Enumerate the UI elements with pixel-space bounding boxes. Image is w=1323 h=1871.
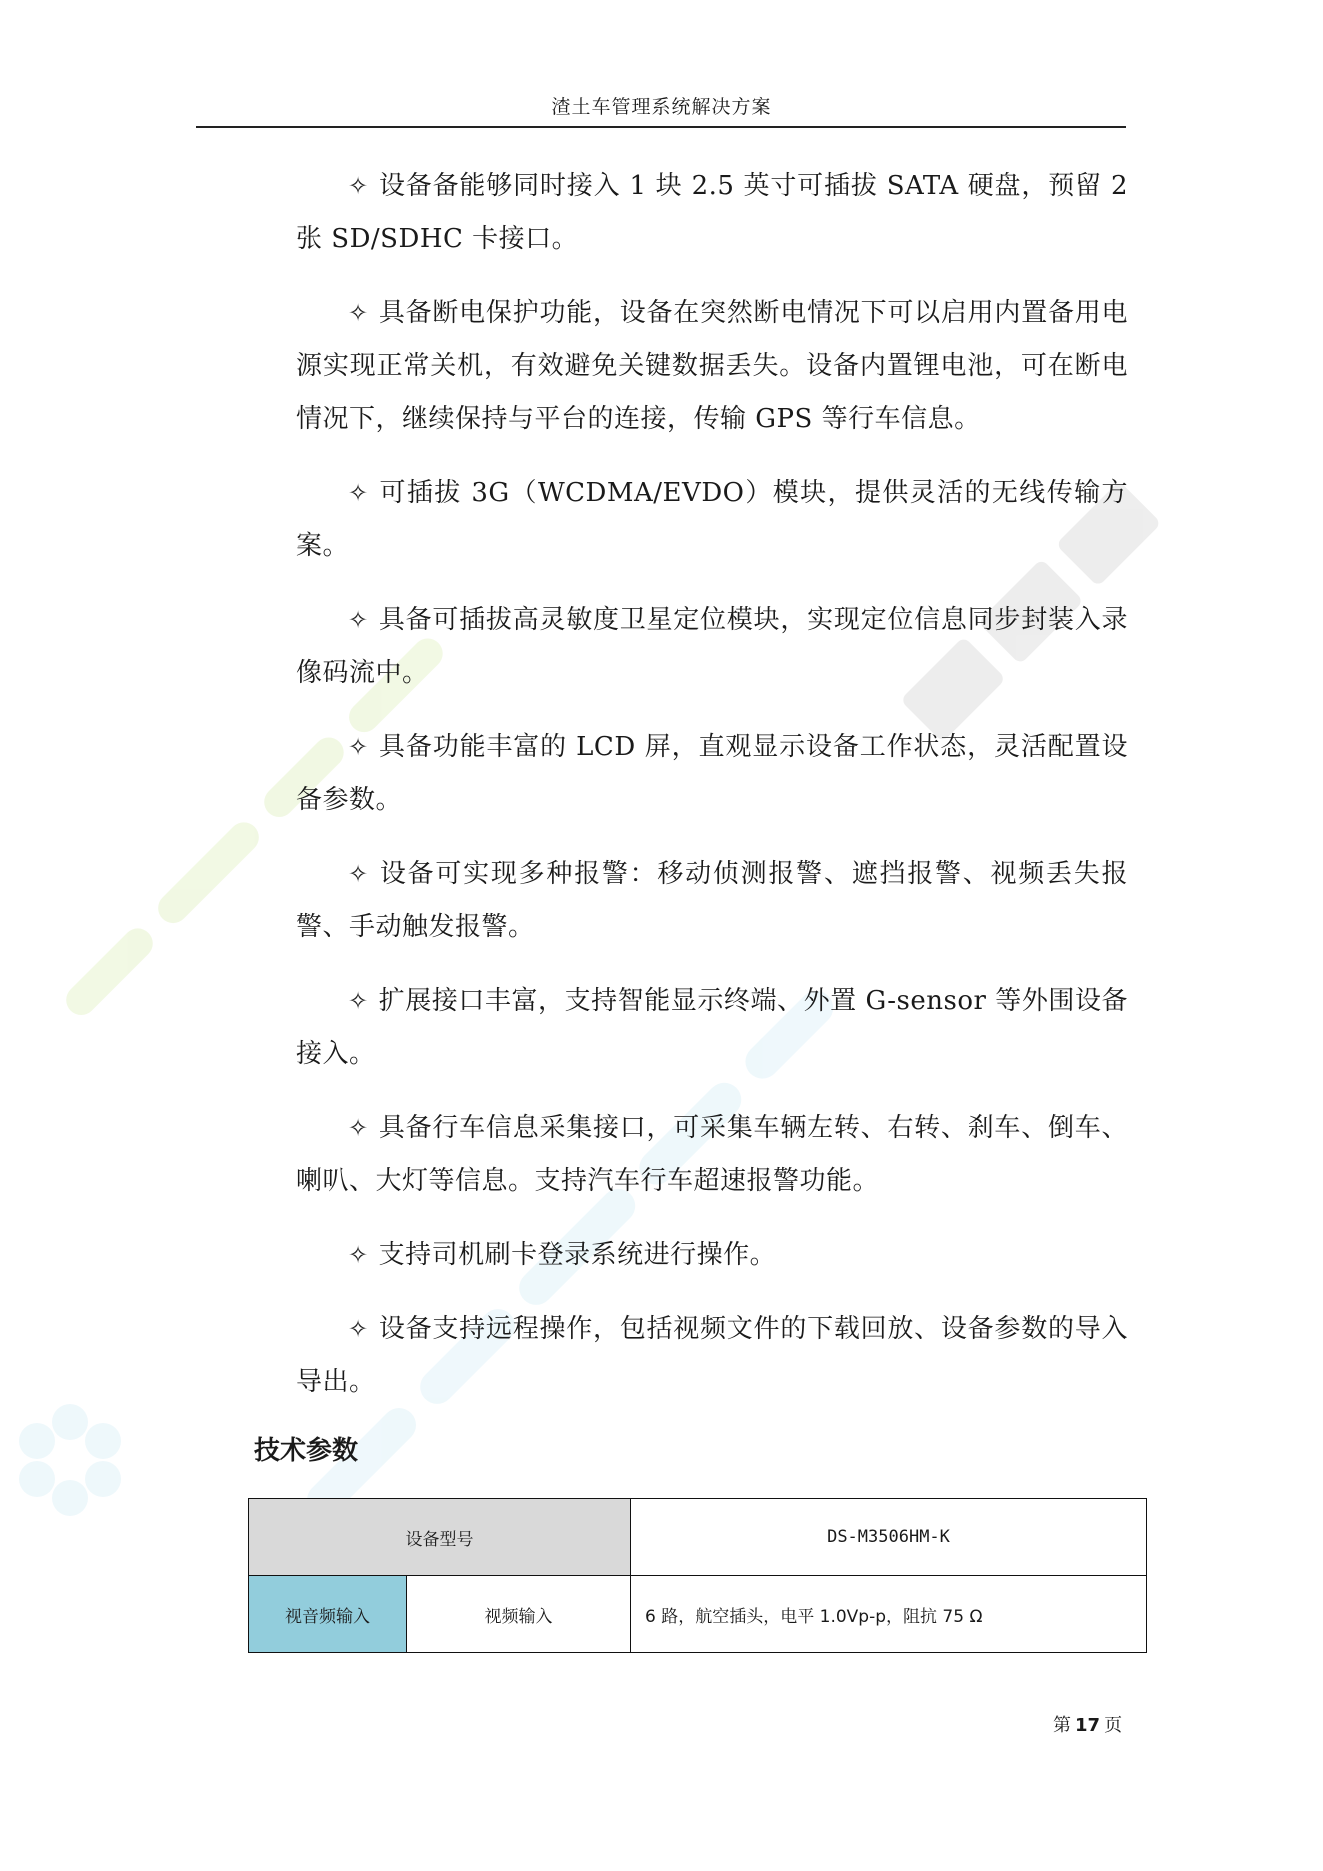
header-divider bbox=[196, 126, 1126, 128]
feature-item: ✧ 具备断电保护功能，设备在突然断电情况下可以启用内置备用电源实现正常关机，有效避免关键数据丢失。设备内置锂电池，可在断电情况下，继续保持与平台的连接，传输 GPS 等行车信息。 bbox=[296, 298, 1128, 434]
table-row bbox=[249, 1576, 1147, 1653]
feature-item: ✧ 扩展接口丰富，支持智能显示终端、外置 G-sensor 等外围设备接入。 bbox=[296, 986, 1128, 1069]
feature-item: ✧ 具备功能丰富的 LCD 屏，直观显示设备工作状态，灵活配置设备参数。 bbox=[296, 732, 1128, 815]
diamond-bullet-icon: ✧ bbox=[348, 299, 369, 327]
model-label-cell: 设备型号 bbox=[249, 1499, 631, 1576]
feature-item: ✧ 具备可插拔高灵敏度卫星定位模块，实现定位信息同步封装入录像码流中。 bbox=[296, 605, 1128, 688]
diamond-bullet-icon: ✧ bbox=[348, 1241, 369, 1269]
diamond-bullet-icon: ✧ bbox=[348, 1315, 369, 1343]
diamond-bullet-icon: ✧ bbox=[348, 606, 369, 634]
diamond-bullet-icon: ✧ bbox=[348, 479, 369, 507]
feature-item: ✧ 设备支持远程操作，包括视频文件的下载回放、设备参数的导入导出。 bbox=[296, 1314, 1128, 1397]
diamond-bullet-icon: ✧ bbox=[348, 1114, 369, 1142]
feature-item: ✧ 具备行车信息采集接口，可采集车辆左转、右转、刹车、倒车、喇叭、大灯等信息。支持汽车行车超速报警功能。 bbox=[296, 1113, 1128, 1196]
feature-item: ✧ 可插拔 3G（WCDMA/EVDO）模块，提供灵活的无线传输方案。 bbox=[296, 478, 1128, 561]
diamond-bullet-icon: ✧ bbox=[348, 987, 369, 1015]
feature-item: ✧ 设备可实现多种报警：移动侦测报警、遮挡报警、视频丢失报警、手动触发报警。 bbox=[296, 859, 1128, 942]
header-title: 渣土车管理系统解决方案 bbox=[551, 96, 772, 118]
feature-item: ✧ 支持司机刷卡登录系统进行操作。 bbox=[348, 1240, 777, 1270]
page-number: 第 17 页 bbox=[1053, 1715, 1123, 1736]
diamond-bullet-icon: ✧ bbox=[348, 860, 369, 888]
diamond-bullet-icon: ✧ bbox=[348, 172, 369, 200]
value-cell: 6 路，航空插头，电平 1.0Vp-p，阻抗 75 Ω bbox=[631, 1576, 1147, 1653]
model-value-cell: DS-M3506HM-K bbox=[631, 1499, 1147, 1576]
tech-params-table bbox=[248, 1498, 1147, 1653]
feature-item: ✧ 设备备能够同时接入 1 块 2.5 英寸可插拔 SATA 硬盘，预留 2 张 SD/SDHC 卡接口。 bbox=[296, 171, 1128, 254]
category-cell: 视音频输入 bbox=[249, 1576, 407, 1653]
diamond-bullet-icon: ✧ bbox=[348, 733, 369, 761]
table-row bbox=[249, 1499, 1147, 1576]
sub-label-cell: 视频输入 bbox=[407, 1576, 631, 1653]
section-title: 技术参数 bbox=[254, 1436, 359, 1466]
feature-list bbox=[296, 160, 1128, 1430]
